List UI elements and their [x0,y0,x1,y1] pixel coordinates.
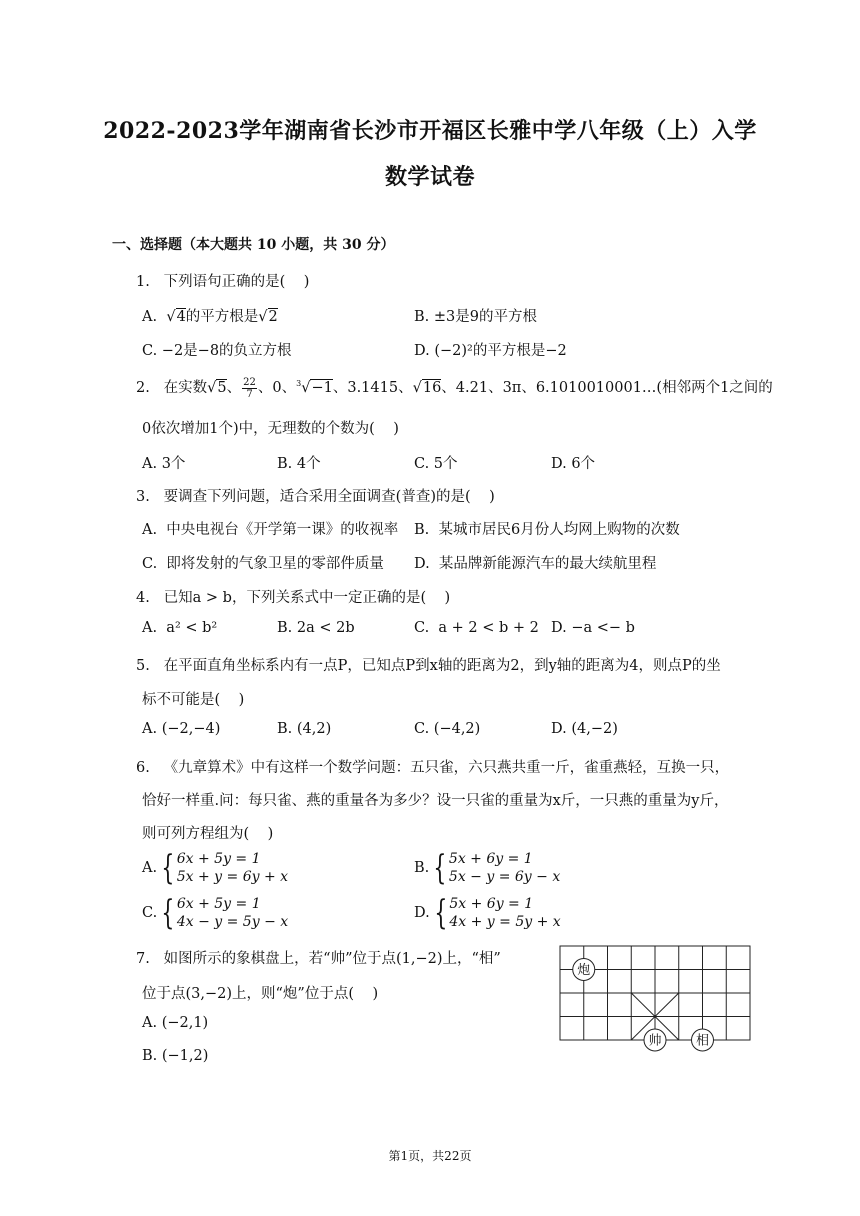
question-2-stem: 2. 在实数√5、 $\frac{22}{7}$ 、0、$^3$√−1、3.1415、√16、4.21、3π、6.1010010001…(相邻两个1之间的 [136,376,773,400]
q1-option-a: A. √4的平方根是√2 [142,309,278,325]
q3-option-d: D. 某品牌新能源汽车的最大续航里程 [414,556,657,572]
question-4-stem: 4. 已知a > b，下列关系式中一定正确的是( ) [136,590,451,606]
question-6-line2: 恰好一样重.问：每只雀、燕的重量各为多少？设一只雀的重量为x斤，一只燕的重量为y斤， [142,793,729,809]
exam-title-line2: 数学试卷 [384,164,475,190]
question-5-line2: 标不可能是( ) [142,692,245,708]
question-5-stem: 5. 在平面直角坐标系内有一点P，已知点P到x轴的距离为2，到y轴的距离为4，则点P的坐 [136,658,721,674]
q5-option-a: A. (−2,−4) [142,721,221,737]
chessboard-figure [558,944,754,1056]
piece-pao [573,959,595,981]
q1-option-c: C. −2是−8的负立方根 [142,343,292,359]
q1-option-d: D. (−2)²的平方根是−2 [414,343,567,359]
q2-option-b: B. 4个 [277,456,321,472]
piece-xiang [692,1029,714,1051]
svg-text:炮: 炮 [577,963,591,978]
q4-option-b: B. 2a < 2b [277,620,355,636]
q5-option-d: D. (4,−2) [551,721,618,737]
q3-option-a: A. 中央电视台《开学第一课》的收视率 [142,522,399,538]
question-6-line3: 则可列方程组为( ) [142,826,274,842]
q2-option-c: C. 5个 [414,456,458,472]
q6-option-a: A. { 6x + 5y = 1 5x + y = 6y + x [142,848,289,888]
q7-option-b: B. (−1,2) [142,1048,209,1064]
q2-option-a: A. 3个 [142,456,186,472]
question-3-stem: 3. 要调查下列问题，适合采用全面调查(普查)的是( ) [136,489,495,505]
q6-option-b: B. { 5x + 6y = 1 5x − y = 6y − x [414,848,561,888]
q4-option-a: A. a² < b² [142,620,218,636]
piece-shuai [644,1029,666,1051]
svg-text:相: 相 [695,1033,710,1049]
exam-title-line1: 2022-2023学年湖南省长沙市开福区长雅中学八年级（上）入学 [103,118,757,144]
fraction: $\frac{22}{7}$ [243,376,256,400]
question-7-stem: 7. 如图所示的象棋盘上，若“帅”位于点(1,−2)上，“相” [136,951,501,967]
question-6-stem: 6. 《九章算术》中有这样一个数学问题：五只雀，六只燕共重一斤，雀重燕轻，互换一只， [136,760,730,776]
section-heading: 一、选择题（本大题共 10 小题，共 30 分） [112,237,395,253]
q6-option-d: D. { 5x + 6y = 1 4x + y = 5y + x [414,893,561,933]
svg-text:帅: 帅 [648,1033,662,1049]
q4-option-d: D. −a <− b [551,620,635,636]
q1-option-b: B. ±3是9的平方根 [414,309,537,325]
q3-option-c: C. 即将发射的气象卫星的零部件质量 [142,556,384,572]
question-2-line2: 0依次增加1个)中，无理数的个数为( ) [142,421,399,437]
q5-option-b: B. (4,2) [277,721,332,737]
q6-option-c: C. { 6x + 5y = 1 4x − y = 5y − x [142,893,289,933]
q7-option-a: A. (−2,1) [142,1015,209,1031]
q3-option-b: B. 某城市居民6月份人均网上购物的次数 [414,522,680,538]
q4-option-c: C. a + 2 < b + 2 [414,620,539,636]
page-footer: 第1页，共22页 [388,1149,472,1163]
q5-option-c: C. (−4,2) [414,721,481,737]
question-1-stem: 1. 下列语句正确的是( ) [136,274,310,290]
q2-option-d: D. 6个 [551,456,596,472]
question-7-line2: 位于点(3,−2)上，则“炮”位于点( ) [142,986,379,1002]
